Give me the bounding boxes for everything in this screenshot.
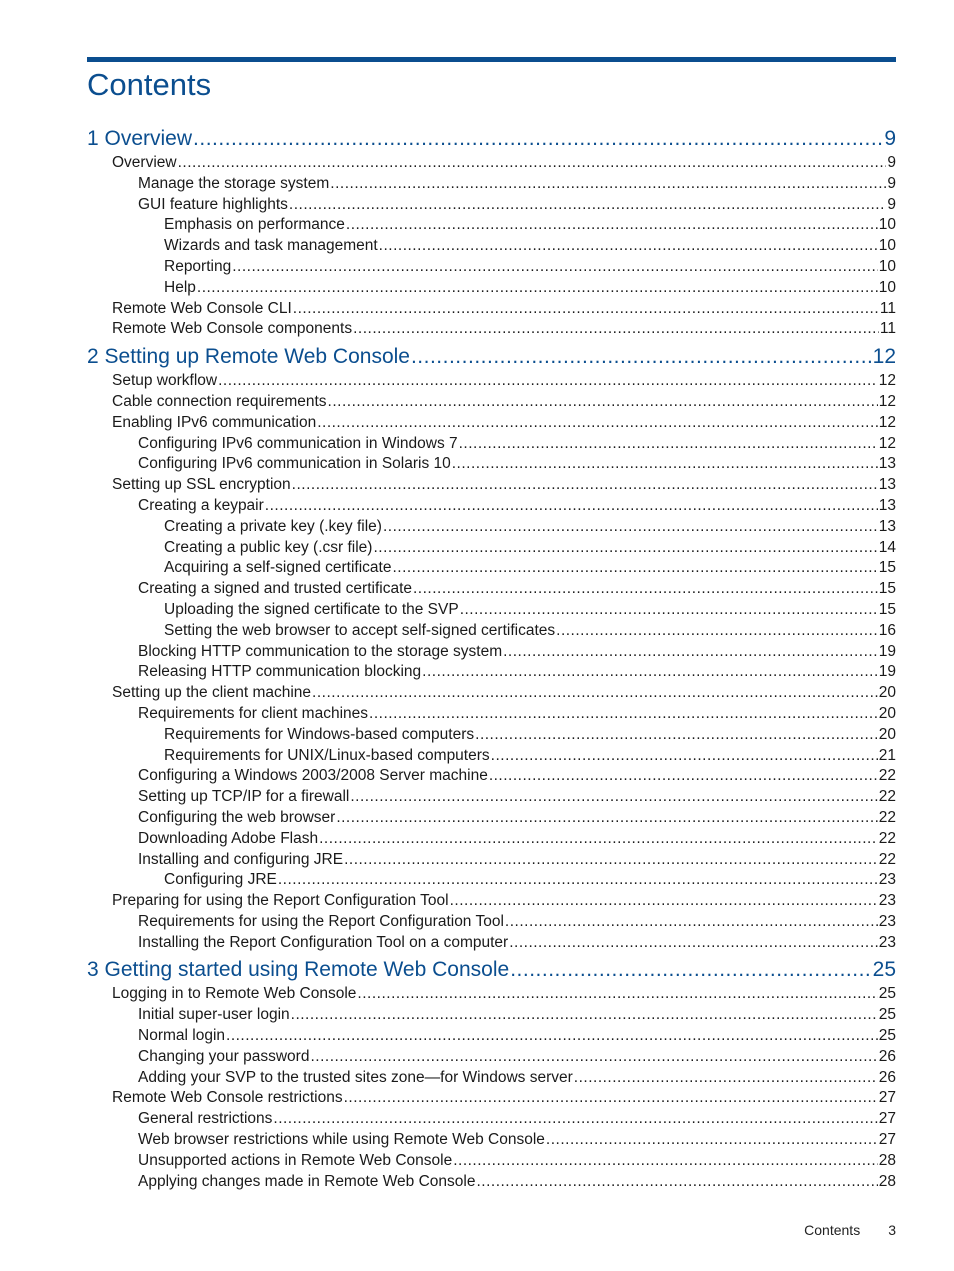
toc-entry-title: Overview (112, 154, 177, 171)
toc-entry-page: 26 (878, 1047, 896, 1065)
toc-entry-title: Reporting (164, 257, 232, 275)
toc-leader-dots (232, 257, 878, 278)
toc-entry-page: 27 (878, 1110, 896, 1128)
toc-entry[interactable] (87, 195, 896, 216)
toc-entry[interactable] (87, 683, 896, 704)
toc-entry[interactable] (87, 1130, 896, 1151)
toc-leader-dots (336, 808, 877, 829)
toc-entry[interactable] (87, 236, 896, 257)
toc-entry-page: 13 (878, 496, 896, 514)
toc-leader-dots (546, 1130, 878, 1151)
toc-entry[interactable] (87, 1109, 896, 1130)
toc-entry[interactable] (87, 933, 896, 954)
toc-entry[interactable] (87, 912, 896, 933)
toc-entry-page: 22 (878, 788, 896, 806)
toc-entry-page: 20 (878, 725, 896, 743)
toc-entry-title: Wizards and task management (164, 237, 378, 255)
toc-leader-dots (344, 850, 878, 871)
toc-entry-page: 25 (872, 958, 896, 982)
toc-entry[interactable] (87, 475, 896, 496)
toc-entry-page: 12 (872, 345, 896, 369)
toc-entry-page: 10 (878, 216, 896, 234)
toc-entry[interactable] (87, 1088, 896, 1109)
toc-entry-title: Setting up TCP/IP for a firewall (138, 788, 350, 806)
toc-entry[interactable] (87, 538, 896, 559)
toc-entry-title: Setting up the client machine (112, 684, 312, 702)
toc-entry-title: Releasing HTTP communication blocking (138, 663, 422, 681)
top-rule (87, 57, 896, 62)
toc-entry-title: Remote Web Console restrictions (112, 1089, 343, 1107)
footer-label: Contents (804, 1222, 861, 1238)
toc-entry-title: Requirements for UNIX/Linux-based computers (164, 746, 490, 764)
toc-leader-dots (369, 704, 878, 725)
toc-entry-page: 11 (879, 320, 896, 338)
toc-entry[interactable] (87, 1005, 896, 1026)
toc-leader-dots (265, 496, 878, 517)
toc-entry-page: 27 (878, 1131, 896, 1149)
toc-entry-title: Downloading Adobe Flash (138, 829, 319, 847)
toc-entry-page: 10 (878, 237, 896, 255)
toc-leader-dots (293, 299, 879, 320)
toc-leader-dots (413, 579, 878, 600)
toc-entry-page: 13 (878, 517, 896, 535)
toc-entry[interactable] (87, 850, 896, 871)
toc-entry[interactable] (87, 371, 896, 392)
toc-leader-dots (476, 1172, 877, 1193)
toc-leader-dots (411, 343, 872, 371)
toc-entry-page: 12 (878, 413, 896, 431)
toc-leader-dots (353, 319, 879, 340)
toc-entry-page: 9 (887, 174, 896, 192)
toc-entry-title: Cable connection requirements (112, 392, 327, 410)
toc-leader-dots (574, 1068, 878, 1089)
toc-entry[interactable] (87, 299, 896, 320)
toc-entry-title: Unsupported actions in Remote Web Console (138, 1151, 453, 1169)
toc-entry-title: Web browser restrictions while using Remote Web Console (138, 1131, 545, 1149)
toc-entry-title: Remote Web Console components (112, 320, 353, 338)
toc-leader-dots (273, 1109, 877, 1130)
toc-entry[interactable] (87, 600, 896, 621)
toc-entry-page: 22 (878, 808, 896, 826)
toc-entry[interactable] (87, 579, 896, 600)
toc-chapter-entry[interactable] (87, 125, 896, 153)
toc-entry-title: Setup workflow (112, 372, 218, 390)
toc-entry-page: 20 (878, 704, 896, 722)
toc-entry-page: 12 (878, 372, 896, 390)
toc-leader-dots (292, 475, 878, 496)
toc-leader-dots (346, 215, 878, 236)
toc-leader-dots (503, 642, 878, 663)
toc-entry-title: Configuring a Windows 2003/2008 Server machine (138, 767, 488, 785)
toc-entry-page: 28 (878, 1151, 896, 1169)
toc-entry-title: Acquiring a self-signed certificate (164, 559, 392, 577)
toc-entry-page: 10 (878, 257, 896, 275)
toc-entry-page: 25 (878, 1006, 896, 1024)
toc-leader-dots (344, 1088, 878, 1109)
toc-leader-dots (556, 621, 878, 642)
toc-entry-title: Remote Web Console CLI (112, 299, 292, 317)
toc-entry-title: 1 Overview (87, 127, 193, 150)
toc-entry[interactable] (87, 319, 896, 340)
toc-entry[interactable] (87, 1068, 896, 1089)
toc-leader-dots (289, 195, 886, 216)
toc-entry-page: 14 (878, 538, 896, 556)
toc-entry-page: 22 (878, 829, 896, 847)
toc-leader-dots (197, 278, 878, 299)
toc-entry-title: Creating a keypair (138, 496, 264, 514)
toc-entry-page: 22 (878, 850, 896, 868)
toc-entry-page: 13 (878, 476, 896, 494)
toc-leader-dots (319, 829, 878, 850)
toc-entry[interactable] (87, 517, 896, 538)
toc-entry[interactable] (87, 787, 896, 808)
toc-entry-page: 15 (878, 580, 896, 598)
toc-entry[interactable] (87, 704, 896, 725)
toc-entry-title: Applying changes made in Remote Web Console (138, 1172, 476, 1190)
toc-entry-title: Manage the storage system (138, 174, 330, 192)
toc-leader-dots (350, 787, 877, 808)
toc-chapter-entry[interactable] (87, 343, 896, 371)
toc-entry-page: 15 (878, 600, 896, 618)
toc-entry-page: 23 (878, 892, 896, 910)
toc-entry-title: Initial super-user login (138, 1006, 290, 1024)
toc-entry-title: Adding your SVP to the trusted sites zone—for Windows server (138, 1068, 573, 1086)
toc-leader-dots (278, 870, 878, 891)
toc-entry[interactable] (87, 1026, 896, 1047)
toc-entry[interactable] (87, 153, 896, 174)
toc-entry-page: 15 (878, 559, 896, 577)
toc-leader-dots (193, 125, 883, 153)
toc-entry-title: 2 Setting up Remote Web Console (87, 345, 410, 369)
toc-leader-dots (330, 174, 886, 195)
toc-entry-page: 12 (878, 392, 896, 410)
toc-entry-title: Installing the Report Configuration Tool on a computer (138, 933, 509, 951)
toc-entry-title: Normal login (138, 1027, 226, 1045)
toc-entry-title: Configuring IPv6 communication in Solaris 10 (138, 455, 451, 473)
toc-entry[interactable] (87, 1151, 896, 1172)
toc-entry-title: Configuring the web browser (138, 808, 336, 826)
toc-entry[interactable] (87, 454, 896, 475)
toc-leader-dots (328, 392, 878, 413)
toc-entry-page: 13 (878, 455, 896, 473)
toc-entry-page: 10 (878, 278, 896, 296)
toc-leader-dots (475, 725, 878, 746)
toc-entry-title: Help (164, 278, 196, 296)
toc-leader-dots (510, 956, 871, 984)
toc-leader-dots (392, 558, 877, 579)
toc-entry-title: Preparing for using the Report Configuration Tool (112, 892, 449, 910)
toc-entry-title: Requirements for Windows-based computers (164, 725, 475, 743)
toc-entry[interactable] (87, 392, 896, 413)
page-footer (804, 1222, 896, 1238)
toc-entry[interactable] (87, 215, 896, 236)
toc-leader-dots (312, 683, 878, 704)
toc-entry-title: Installing and configuring JRE (138, 850, 344, 868)
toc-entry[interactable] (87, 725, 896, 746)
toc-leader-dots (422, 662, 878, 683)
toc-entry-title: Configuring IPv6 communication in Windows 7 (138, 434, 458, 452)
toc-entry-page: 9 (887, 154, 896, 171)
table-of-contents (87, 122, 896, 1192)
toc-entry-page: 23 (878, 871, 896, 889)
toc-leader-dots (509, 933, 878, 954)
toc-entry-page: 12 (878, 434, 896, 452)
toc-entry-title: 3 Getting started using Remote Web Console (87, 958, 510, 982)
toc-leader-dots (505, 912, 878, 933)
toc-entry-page: 23 (878, 933, 896, 951)
toc-leader-dots (383, 517, 878, 538)
toc-entry-title: Emphasis on performance (164, 216, 345, 234)
toc-entry-page: 20 (878, 684, 896, 702)
toc-entry[interactable] (87, 257, 896, 278)
page-title: Contents (87, 67, 212, 102)
toc-entry[interactable] (87, 413, 896, 434)
toc-entry-title: Requirements for client machines (138, 704, 369, 722)
toc-entry-page: 25 (878, 1027, 896, 1045)
toc-entry-page: 21 (878, 746, 896, 764)
toc-entry[interactable] (87, 278, 896, 299)
toc-entry-page: 22 (878, 767, 896, 785)
toc-entry-title: Blocking HTTP communication to the storage system (138, 642, 503, 660)
toc-leader-dots (291, 1005, 878, 1026)
toc-entry-title: Requirements for using the Report Configuration Tool (138, 912, 504, 930)
toc-entry-page: 11 (879, 299, 896, 317)
toc-entry-title: Uploading the signed certificate to the SVP (164, 600, 459, 618)
toc-entry[interactable] (87, 984, 896, 1005)
toc-entry[interactable] (87, 662, 896, 683)
toc-entry-title: Creating a private key (.key file) (164, 517, 382, 535)
toc-leader-dots (379, 236, 878, 257)
toc-entry[interactable] (87, 829, 896, 850)
toc-leader-dots (178, 153, 887, 174)
toc-entry[interactable] (87, 1047, 896, 1068)
toc-entry[interactable] (87, 891, 896, 912)
footer-page-number: 3 (888, 1222, 896, 1238)
toc-entry-title: Changing your password (138, 1047, 310, 1065)
toc-entry-page: 27 (878, 1089, 896, 1107)
toc-entry-title: Creating a signed and trusted certificate (138, 580, 412, 598)
toc-entry[interactable] (87, 621, 896, 642)
toc-entry-title: Setting up SSL encryption (112, 476, 291, 494)
toc-entry[interactable] (87, 558, 896, 579)
toc-entry-page: 26 (878, 1068, 896, 1086)
toc-leader-dots (357, 984, 877, 1005)
toc-entry[interactable] (87, 870, 896, 891)
toc-entry[interactable] (87, 1172, 896, 1193)
toc-entry-page: 16 (878, 621, 896, 639)
toc-entry-title: GUI feature highlights (138, 195, 288, 213)
toc-entry[interactable] (87, 642, 896, 663)
toc-leader-dots (460, 600, 878, 621)
toc-entry[interactable] (87, 766, 896, 787)
toc-leader-dots (489, 766, 878, 787)
toc-entry-page: 9 (887, 195, 896, 213)
toc-entry[interactable] (87, 434, 896, 455)
toc-entry-title: Creating a public key (.csr file) (164, 538, 373, 556)
toc-entry[interactable] (87, 174, 896, 195)
toc-leader-dots (226, 1026, 878, 1047)
toc-leader-dots (452, 454, 878, 475)
toc-entry[interactable] (87, 808, 896, 829)
toc-entry[interactable] (87, 746, 896, 767)
toc-entry-title: General restrictions (138, 1110, 273, 1128)
toc-entry[interactable] (87, 496, 896, 517)
toc-entry-title: Enabling IPv6 communication (112, 413, 317, 431)
toc-entry-page: 25 (878, 985, 896, 1003)
toc-entry-title: Logging in to Remote Web Console (112, 985, 357, 1003)
toc-leader-dots (459, 434, 878, 455)
toc-entry-title: Configuring JRE (164, 871, 277, 889)
toc-entry-page: 23 (878, 912, 896, 930)
toc-chapter-entry[interactable] (87, 956, 896, 984)
toc-leader-dots (450, 891, 878, 912)
toc-leader-dots (317, 413, 878, 434)
toc-leader-dots (373, 538, 877, 559)
toc-leader-dots (310, 1047, 877, 1068)
toc-leader-dots (453, 1151, 878, 1172)
toc-leader-dots (218, 371, 878, 392)
toc-entry-page: 28 (878, 1172, 896, 1190)
toc-leader-dots (491, 746, 878, 767)
toc-entry-title: Setting the web browser to accept self-signed certificates (164, 621, 556, 639)
toc-entry-page: 19 (878, 663, 896, 681)
toc-entry-page: 19 (878, 642, 896, 660)
toc-entry-page: 9 (884, 127, 896, 150)
